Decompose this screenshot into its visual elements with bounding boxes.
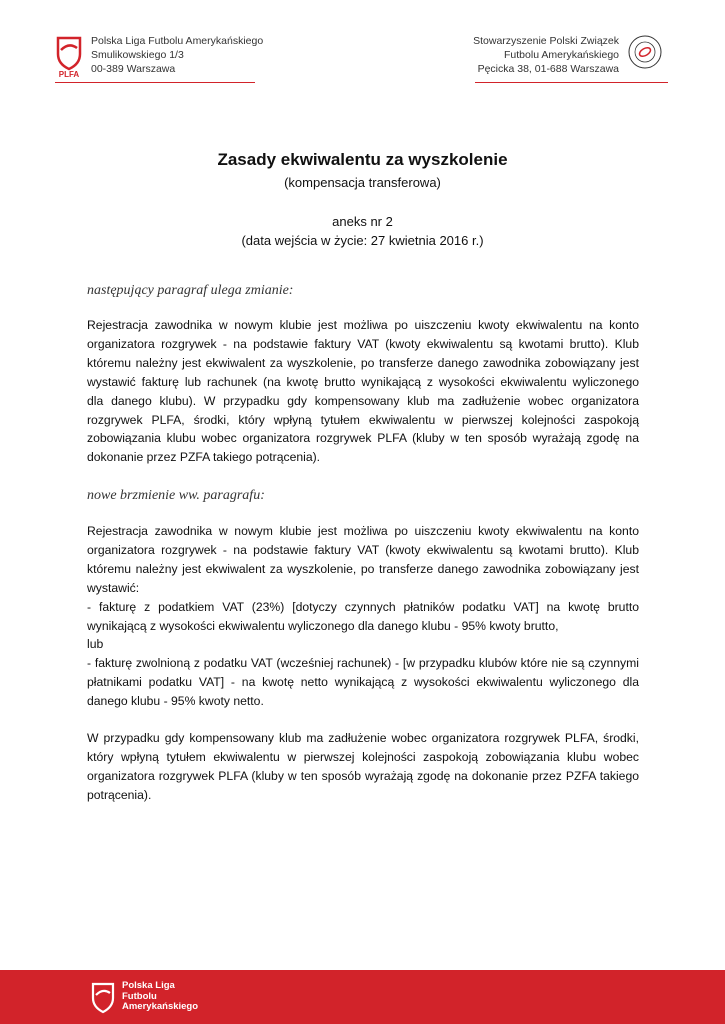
paragraph-line: potrącenia). xyxy=(87,787,152,802)
new-paragraph xyxy=(87,522,639,711)
plfa-logo-text: PLFA xyxy=(58,70,80,78)
paragraph-line: wystawić: xyxy=(87,580,140,595)
paragraph-line: dokonanie przez PZFA takiego potrącenia). xyxy=(87,450,321,465)
paragraph-line: organizatora rozgrywek - na podstawie faktury VAT (kwoty ekwiwalentu są kwotami brutto). Klub xyxy=(87,336,639,351)
footer-text xyxy=(122,981,198,1013)
annex-info xyxy=(0,212,725,250)
pzfa-seal-icon xyxy=(627,34,663,70)
paragraph-line: - fakturę z podatkiem VAT (23%) [dotyczy czynnych płatników podatku VAT] na kwotę brutto xyxy=(87,599,639,614)
paragraph-line: Rejestracja zawodnika w nowym klubie jest możliwa po uiszczeniu kwoty ekwiwalentu na konto xyxy=(87,524,639,538)
page-subtitle: (kompensacja transferowa) xyxy=(284,175,441,190)
annex-number: aneks nr 2 xyxy=(332,214,393,229)
footer-line: Amerykańskiego xyxy=(122,1001,199,1012)
paragraph-line: organizatora rozgrywek PLFA (kluby w ten sposób wyrażają zgodę na dokonanie przez PZFA takiego xyxy=(87,768,639,783)
plfa-city: 00-389 Warszawa xyxy=(91,63,176,75)
paragraph-line: W przypadku gdy kompensowany klub ma zadłużenie wobec organizatora rozgrywek PLFA, środki, xyxy=(87,731,639,745)
paragraph-line: organizatora rozgrywek - na podstawie faktury VAT (kwoty ekwiwalentu są kwotami brutto). Klub xyxy=(87,542,639,557)
plfa-name: Polska Liga Futbolu Amerykańskiego xyxy=(91,35,264,47)
footer-line: Futbolu xyxy=(122,990,157,1002)
old-paragraph xyxy=(87,316,639,467)
plfa-street: Smulikowskiego 1/3 xyxy=(91,49,184,61)
header-divider-left xyxy=(55,82,255,83)
plfa-header-block xyxy=(55,34,263,78)
paragraph-line: lub xyxy=(87,637,104,652)
pzfa-name-line1: Stowarzyszenie Polski Związek xyxy=(473,35,619,47)
pzfa-address: Pęcicka 38, 01-688 Warszawa xyxy=(477,63,619,75)
closing-paragraph xyxy=(87,729,639,805)
pzfa-name-line2: Futbolu Amerykańskiego xyxy=(504,49,619,61)
paragraph-line: wynikającą z wysokości ekwiwalentu wyliczonego dla danego klubu - 95% kwoty brutto, xyxy=(87,618,559,633)
paragraph-line: - fakturę zwolnioną z podatku VAT (wcześniej rachunek) - [w przypadku klubów które nie są czynnymi xyxy=(87,656,639,671)
pzfa-header-block xyxy=(473,34,663,76)
paragraph-line: płatnikami podatku VAT] - na kwotę netto wynikającą z wysokości ekwiwalentu wyliczonego dla xyxy=(87,675,639,690)
old-section-heading: następujący paragraf ulega zmianie: xyxy=(87,283,294,298)
paragraph-line: który wpłyną tytułem ekwiwalentu w pierwszej kolejności zaspokoją zobowiązania klubu wobec xyxy=(87,749,639,764)
paragraph-line: zobowiązania klubu wobec organizatora rozgrywek PLFA (kluby w ten sposób wyrażają zgodę na xyxy=(87,431,639,446)
paragraph-line: któremu należny jest ekwiwalent za wyszkolenie, po transferze danego zawodnika zobowiązany jest xyxy=(87,355,639,370)
footer-logo-icon xyxy=(90,980,116,1014)
paragraph-line: Rejestracja zawodnika w nowym klubie jest możliwa po uiszczeniu kwoty ekwiwalentu na konto xyxy=(87,318,639,332)
paragraph-line: dla danego klubu). W przypadku gdy kompensowany klub ma zadłużenie wobec organizatora xyxy=(87,393,639,408)
footer-line: Polska Liga xyxy=(122,980,175,991)
paragraph-line: danego klubu - 95% kwoty netto. xyxy=(87,694,264,709)
paragraph-line: wystawić fakturę lub rachunek (na kwotę brutto wynikającą z wysokości ekwiwalentu wyliczonego xyxy=(87,374,639,389)
paragraph-line: któremu należny jest ekwiwalent za wyszkolenie, po transferze danego zawodnika zobowiązany jest xyxy=(87,561,639,576)
footer-band xyxy=(0,970,725,1024)
letterhead xyxy=(0,0,725,90)
paragraph-line: rozgrywek PLFA, środki, który wpłyną tytułem ekwiwalentu w pierwszej kolejności zaspokoją xyxy=(87,412,639,427)
plfa-logo-icon xyxy=(55,34,83,78)
new-section-heading: nowe brzmienie ww. paragrafu: xyxy=(87,488,265,503)
page-title: Zasady ekwiwalentu za wyszkolenie xyxy=(217,150,508,169)
annex-effective-date: (data wejścia w życie: 27 kwietnia 2016 r.) xyxy=(241,233,484,248)
header-divider-right xyxy=(475,82,668,83)
